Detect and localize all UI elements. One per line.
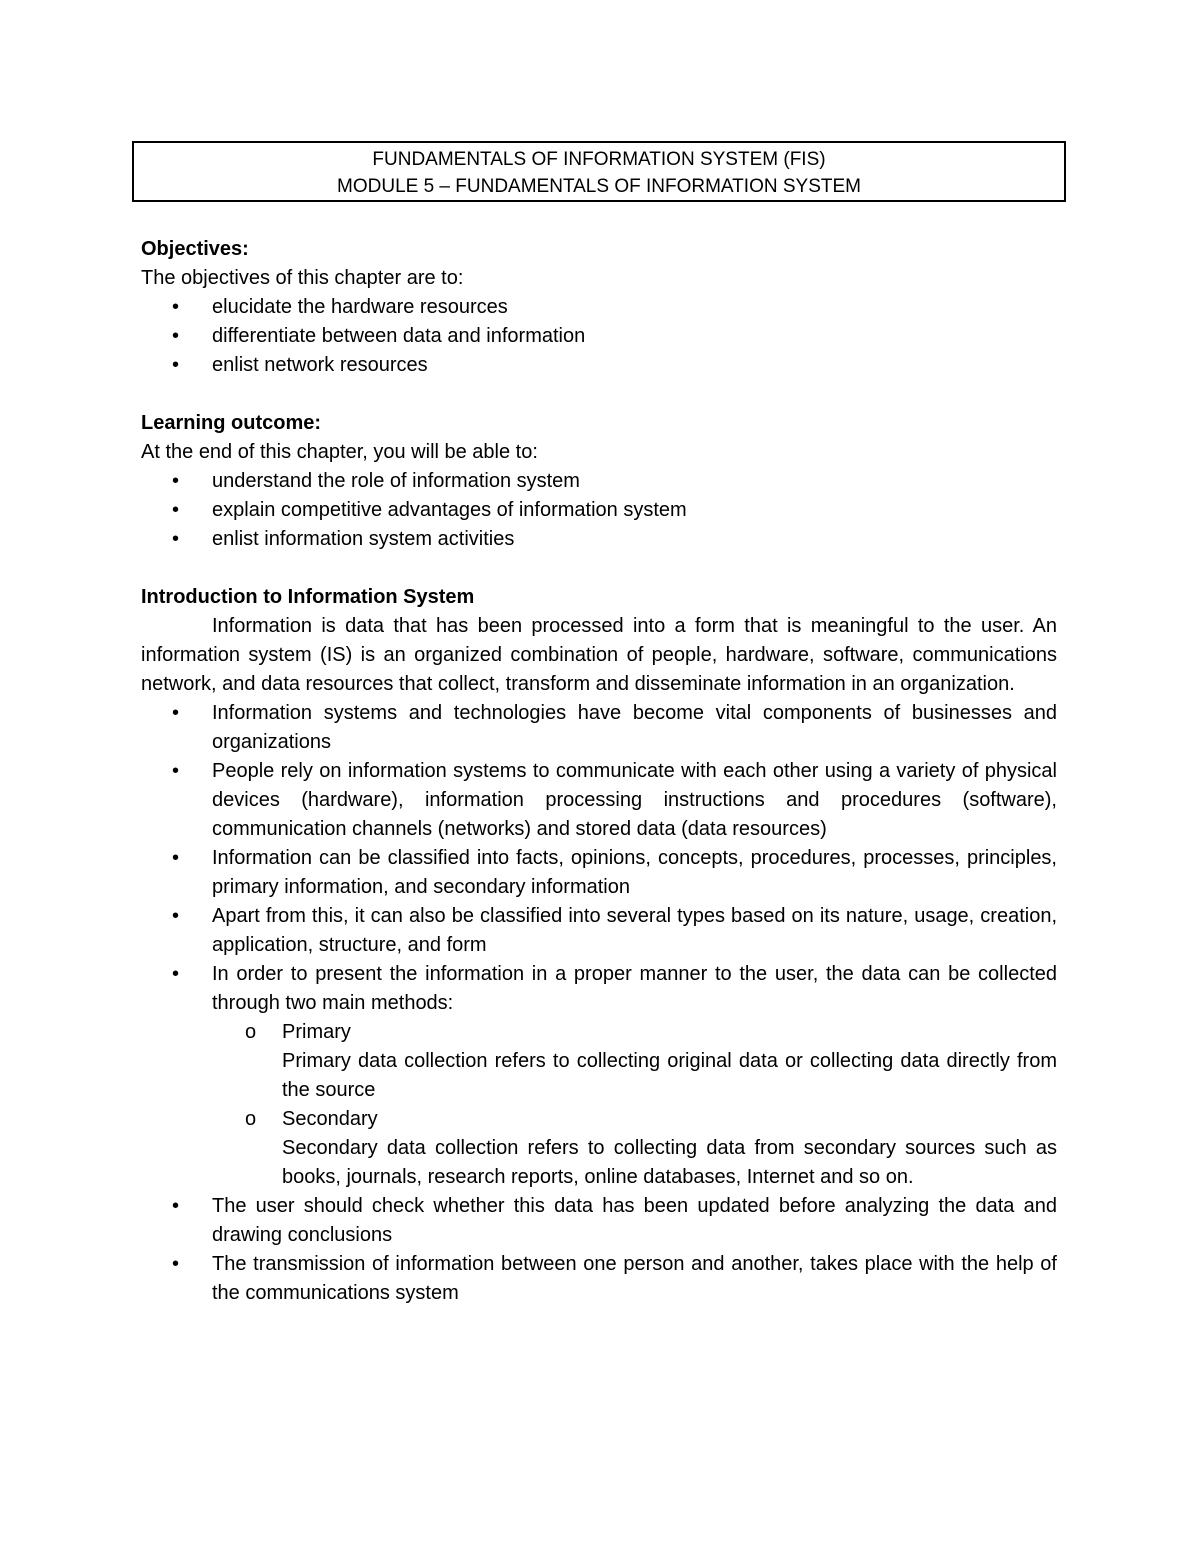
list-item-text: • In order to present the information in a proper manner to the user, the data can be collected through two main methods: — [212, 963, 1057, 1014]
list-item: • The transmission of information between one person and another, takes place with the help of the communications system — [141, 1250, 1057, 1308]
method-description: Secondary data collection refers to collecting data from secondary sources such as books, journals, research reports, online databases, Internet and so on. — [282, 1137, 1057, 1188]
course-title: FUNDAMENTALS OF INFORMATION SYSTEM (FIS) — [372, 149, 826, 170]
title-box — [132, 141, 1066, 202]
introduction-paragraph — [141, 612, 1057, 699]
learning-outcome-list — [141, 467, 1057, 554]
module-title: MODULE 5 – FUNDAMENTALS OF INFORMATION SYSTEM — [337, 176, 861, 197]
method-description: Primary data collection refers to collecting original data or collecting data directly from the source — [282, 1050, 1057, 1101]
method-item — [141, 1018, 1057, 1105]
list-item: • Information systems and technologies have become vital components of businesses and organizations — [141, 699, 1057, 757]
list-item: • Apart from this, it can also be classified into several types based on its nature, usage, creation, application, structure, and form — [141, 902, 1057, 960]
list-item: • enlist information system activities — [141, 525, 1057, 554]
learning-outcome-heading: Learning outcome: — [141, 412, 322, 434]
list-item: • explain competitive advantages of information system — [141, 496, 1057, 525]
list-item: • elucidate the hardware resources — [141, 293, 1057, 322]
method-title: o Primary — [282, 1021, 351, 1043]
objectives-intro: The objectives of this chapter are to: — [141, 267, 464, 289]
paragraph-sentence-1: Information is data that has been processed into a form that is meaningful to the user. — [212, 615, 1025, 637]
introduction-bullets — [141, 699, 1057, 1308]
method-title: o Secondary — [282, 1108, 378, 1130]
learning-outcome-intro: At the end of this chapter, you will be able to: — [141, 441, 538, 463]
list-item: • The user should check whether this data has been updated before analyzing the data and drawing conclusions — [141, 1192, 1057, 1250]
list-item: • enlist network resources — [141, 351, 1057, 380]
paragraph-sentence-2: An information system (IS) is an organized combination of people, hardware, software, communications network, and data resources that collect, transform and disseminate information in an organization. — [141, 615, 1058, 695]
list-item: • understand the role of information system — [141, 467, 1057, 496]
objectives-list — [141, 293, 1057, 380]
list-item: • Information can be classified into facts, opinions, concepts, procedures, processes, principles, primary information, and secondary information — [141, 844, 1057, 902]
objectives-heading: Objectives: — [141, 238, 249, 260]
list-item: • People rely on information systems to communicate with each other using a variety of physical devices (hardware), information processing instructions and procedures (software), communication channels (networks) and stored data (data resources) — [141, 757, 1057, 844]
introduction-heading: Introduction to Information System — [141, 586, 475, 608]
list-item: • differentiate between data and information — [141, 322, 1057, 351]
methods-list — [141, 1018, 1057, 1192]
method-item — [141, 1105, 1057, 1192]
list-item — [141, 960, 1057, 1192]
document-body — [141, 235, 1057, 1308]
